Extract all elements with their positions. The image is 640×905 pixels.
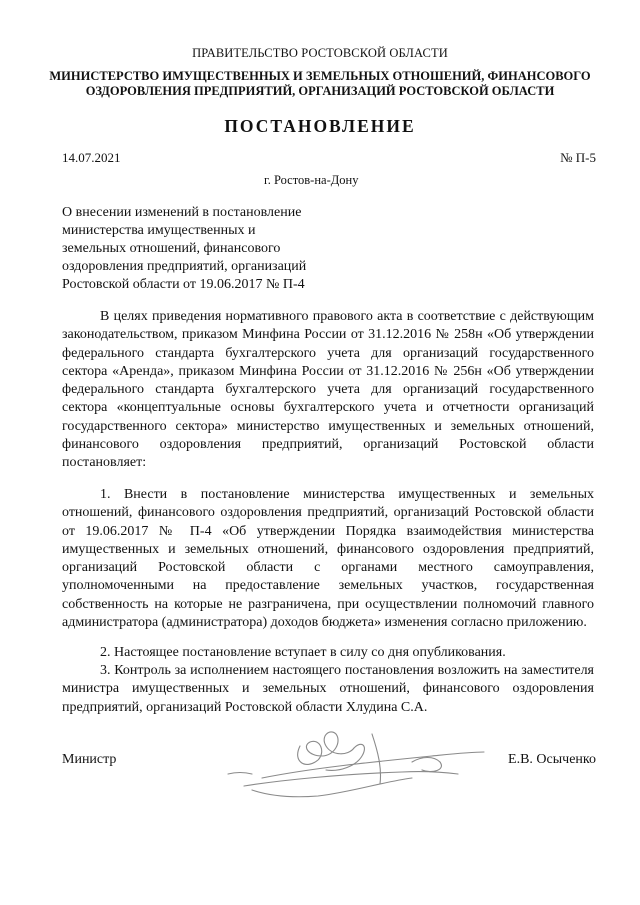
subject-line: Ростовской области от 19.06.2017 № П-4 — [62, 277, 305, 292]
subject-line: О внесении изменений в постановление — [62, 205, 302, 220]
preamble-block — [62, 308, 594, 473]
document-type-title: ПОСТАНОВЛЕНИЕ — [224, 116, 416, 136]
subject-line: оздоровления предприятий, организаций — [62, 259, 307, 274]
item-2-block — [62, 644, 594, 662]
signatory-position: Министр — [62, 752, 117, 767]
item-2-paragraph: 2. Настоящее постановление вступает в силу со дня опубликования. — [100, 645, 506, 660]
item-3-block — [62, 662, 594, 717]
item-3-paragraph: 3. Контроль за исполнением настоящего постановления возложить на заместителя министра имущественных и земельных отношений, финансового оздоровления предприятий, организаций Ростовской области Хлудина С.А. — [62, 663, 594, 715]
document-city: г. Ростов-на-Дону — [264, 173, 359, 187]
document-subject — [62, 204, 362, 294]
preamble-paragraph: В целях приведения нормативного правового акта в соответствие с действующим законодательством, приказом Минфина России от 31.12.2016 № 258н «Об утверждении федерального стандарта бухгалтерского учета для организаций государственного сектора «Аренда», приказом Минфина России от 31.12.2016 № 256н «Об утверждении федерального стандарта бухгалтерского учета для организаций государственного сектора «концептуальные основы бухгалтерского учета и отчетности организаций государственного сектора» министерство имущественных и земельных отношений, финансового оздоровления предприятий, организаций Ростовской области постановляет: — [62, 309, 594, 471]
signatory-name: Е.В. Осыченко — [508, 752, 596, 767]
document-date: 14.07.2021 — [62, 150, 121, 165]
handwritten-signature — [222, 712, 492, 812]
item-1-paragraph: 1. Внести в постановление министерства имущественных и земельных отношений, финансового оздоровления предприятий, организаций Ростовской области от 19.06.2017 № П-4 «Об утверждении Порядка взаимодействия министерства имущественных и земельных отношений, финансового оздоровления предприятий, организаций Ростовской области с органами местного самоуправления, уполномоченными на предоставление земельных участков, государственная собственность на которые не разграничена, при осуществлении полномочий главного администратора (администратора) доходов бюджета» изменения согласно приложению. — [62, 487, 594, 631]
ministry-header — [0, 69, 640, 99]
document-number: № П-5 — [560, 150, 596, 165]
ministry-header-line1: МИНИСТЕРСТВО ИМУЩЕСТВЕННЫХ И ЗЕМЕЛЬНЫХ ОТНОШЕНИЙ, ФИНАНСОВОГО — [49, 69, 591, 83]
subject-line: министерства имущественных и — [62, 223, 256, 238]
subject-line: земельных отношений, финансового — [62, 241, 281, 256]
government-header: ПРАВИТЕЛЬСТВО РОСТОВСКОЙ ОБЛАСТИ — [192, 46, 448, 60]
item-1-block — [62, 486, 594, 632]
ministry-header-line2: ОЗДОРОВЛЕНИЯ ПРЕДПРИЯТИЙ, ОРГАНИЗАЦИЙ РОСТОВСКОЙ ОБЛАСТИ — [85, 84, 555, 98]
